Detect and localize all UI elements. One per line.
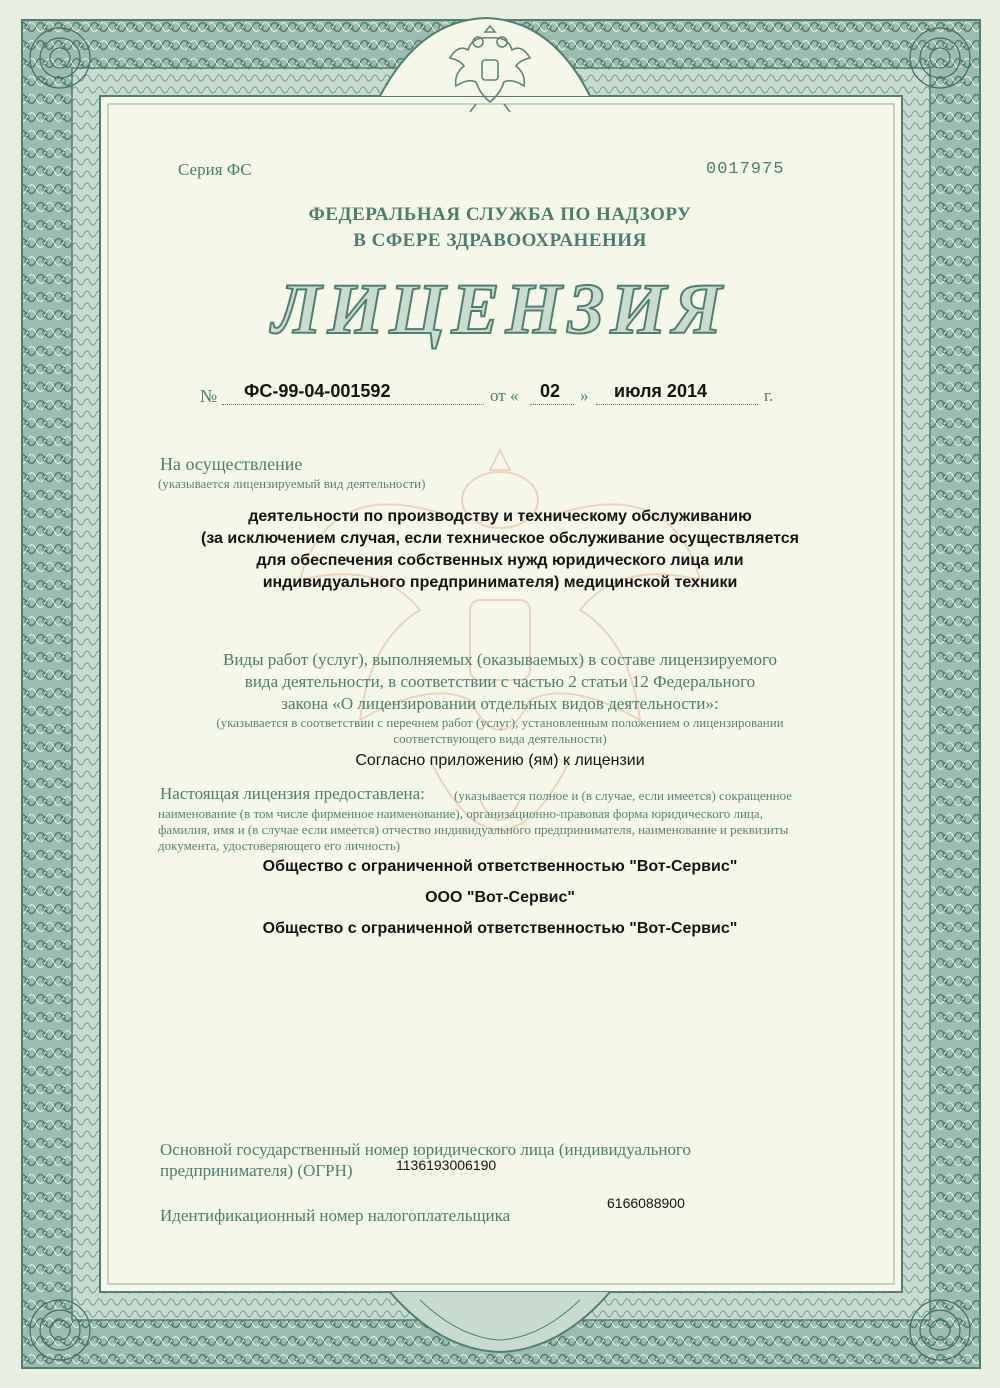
from-label: от « xyxy=(490,386,519,405)
series-label: Серия ФС xyxy=(178,160,252,179)
licensee-brand-name: Общество с ограниченной ответственностью "Вот-Сервис" xyxy=(262,920,738,937)
year-suffix: г. xyxy=(764,386,774,405)
licensee-hint-first: (указывается полное и (в случае, если имеется) сокращенное xyxy=(454,788,793,803)
works-line-1: Виды работ (услуг), выполняемых (оказываемых) в составе лицензируемого xyxy=(223,650,777,669)
number-sign: № xyxy=(200,386,218,406)
works-hint-1: (указывается в соответствии с перечнем работ (услуг), установленным положением о лицензировании xyxy=(216,715,784,730)
agency-line-1: ФЕДЕРАЛЬНАЯ СЛУЖБА ПО НАДЗОРУ xyxy=(308,204,692,225)
licensee-label: Настоящая лицензия предоставлена: xyxy=(160,784,425,803)
works-line-3: закона «О лицензировании отдельных видов деятельности»: xyxy=(281,694,719,713)
activity-line-2: (за исключением случая, если техническое обслуживание осуществляется xyxy=(200,530,800,547)
licensee-short-name: ООО "Вот-Сервис" xyxy=(425,889,575,906)
activity-line-4: индивидуального предпринимателя) медицинской техники xyxy=(262,574,738,591)
licensee-hint-3: документа, удостоверяющего его личность) xyxy=(158,838,401,853)
coat-of-arms-icon xyxy=(440,24,540,116)
license-day: 02 xyxy=(540,381,561,401)
ogrn-value: 1136193006190 xyxy=(396,1157,497,1173)
activity-hint: (указывается лицензируемый вид деятельности) xyxy=(158,476,426,491)
licensee-full-name: Общество с ограниченной ответственностью "Вот-Сервис" xyxy=(262,858,738,875)
document-title: ЛИЦЕНЗИЯ xyxy=(272,269,728,349)
works-hint-2: соответствующего вида деятельности) xyxy=(393,731,607,746)
activity-line-3: для обеспечения собственных нужд юридического лица или xyxy=(256,552,744,569)
ogrn-label-line-2: предпринимателя) (ОГРН) xyxy=(160,1161,353,1180)
activity-label: На осуществление xyxy=(160,454,303,474)
inn-label: Идентификационный номер налогоплательщика xyxy=(160,1206,511,1225)
licensee-hint-1: наименование (в том числе фирменное наименование), организационно-правовая форма юридического лица, xyxy=(158,806,763,821)
activity-line-1: деятельности по производству и техническому обслуживанию xyxy=(248,508,752,525)
license-month-year: июля 2014 xyxy=(614,381,707,401)
works-value: Согласно приложению (ям) к лицензии xyxy=(355,752,645,769)
licensee-hint-2: фамилия, имя и (в случае если имеется) отчество индивидуального предпринимателя, наименование и реквизиты xyxy=(158,822,789,837)
license-number: ФС-99-04-001592 xyxy=(244,381,391,401)
works-line-2: вида деятельности, в соответствии с частью 2 статьи 12 Федерального xyxy=(244,672,756,691)
inn-value: 6166088900 xyxy=(607,1195,685,1211)
ogrn-label-line-1: Основной государственный номер юридического лица (индивидуального xyxy=(160,1140,692,1159)
agency-line-2: В СФЕРЕ ЗДРАВООХРАНЕНИЯ xyxy=(353,230,647,251)
day-close-quote: » xyxy=(580,386,589,405)
blank-number: 0017975 xyxy=(706,160,785,179)
